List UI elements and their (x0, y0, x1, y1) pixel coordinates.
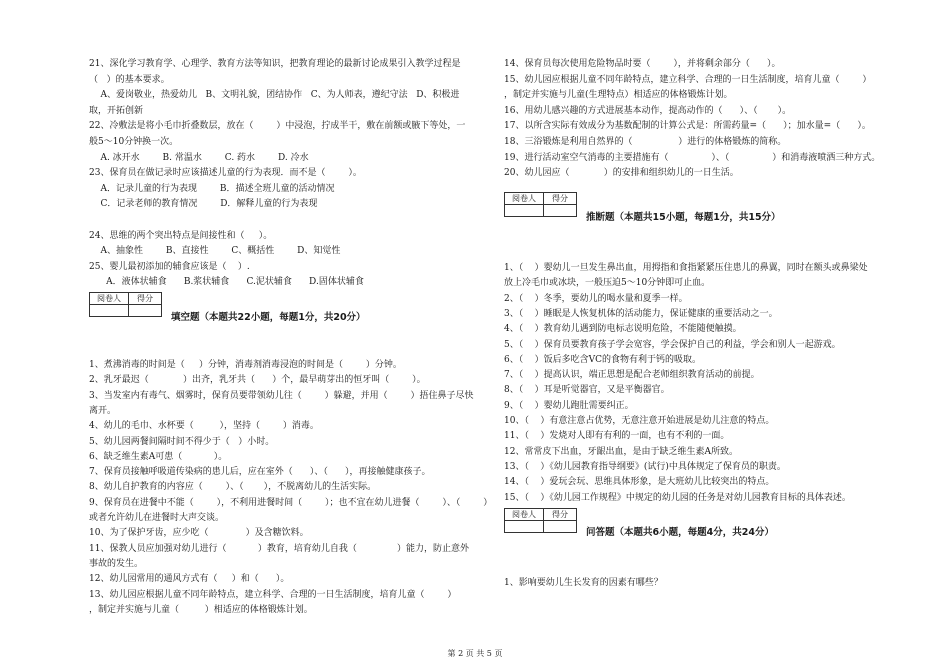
text-line: 17、以所含实际有效成分为基数配制的计算公式是：所需药量=（ ）；加水量=（ ）。 (504, 121, 871, 132)
score-box-judge (504, 192, 577, 217)
qa-section-title: 问答题（本题共6小题，每题4分，共24分） (586, 527, 774, 538)
text-line: 19、进行活动室空气消毒的主要措施有（ ）、（ ）和消毒液喷洒三种方式。 (504, 152, 881, 163)
text-line: 7、（ ）提高认识，端正思想是配合老师组织教育活动的前提。 (504, 370, 760, 381)
text-line: 离开。 (89, 405, 117, 416)
text-line: 1、（ ）婴幼儿一旦发生鼻出血，用拇指和食指紧紧压住患儿的鼻翼，同时在额头或鼻梁处 (504, 263, 868, 273)
text-line: 3、当发室内有毒气、烟雾时，保育员要带领幼儿往（ ）躲避，并用（ ）捂住鼻子尽快 (89, 390, 474, 401)
text-line: A．液体状辅食 B.浆状辅食 C.泥状辅食 D.固体状辅食 (89, 277, 364, 288)
text-line: 6、（ ）饭后多吃含VC的食物有利于钙的吸取。 (504, 354, 702, 365)
text-line: 4、（ ）教育幼儿遇到防电标志说明危险，不能随便触摸。 (504, 324, 742, 335)
text-line: A、爱岗敬业，热爱幼儿 B、文明礼貌，团结协作 C、为人师表，遵纪守法 D、积极进 (89, 90, 460, 101)
text-line: 2、（ ）冬季，要幼儿的喝水量和夏季一样。 (504, 293, 688, 304)
text-line: 12、常常皮下出血，牙龈出血，是由于缺乏维生素A所致。 (504, 446, 738, 457)
text-line: 15、幼儿园应根据儿童不同年龄特点，建立科学、合理的一日生活制度，培育儿童（ ） (504, 74, 872, 85)
text-line: 15、（ ）《幼儿园工作规程》中规定的幼儿园的任务是对幼儿园教育目标的具体表述。 (504, 492, 851, 503)
text-line: 12、幼儿园常用的通风方式有（ ）和（ ）。 (89, 574, 290, 585)
text-line: 13、幼儿园应根据儿童不同年龄特点，建立科学、合理的一日生活制度，培育儿童（ ） (89, 589, 457, 600)
text-line: 取，开拓创新 (89, 105, 144, 116)
text-line: 10、（ ）有意注意占优势，无意注意开始进展是幼儿注意的特点。 (504, 416, 775, 426)
score-label: 得分 (129, 293, 162, 305)
text-line: A．记录儿童的行为表现 B．描述全班儿童的活动情况 (89, 183, 335, 194)
fill-section-title: 填空题（本题共22小题，每题1分，共20分） (171, 312, 366, 323)
text-line: C．记录老师的教育情况 D．解释儿童的行为表现 (89, 199, 318, 210)
text-line: 7、保育员接触呼吸道传染病的患儿后，应在室外（ ）、（ ），再接触健康孩子。 (89, 467, 431, 478)
score-label: 得分 (544, 509, 577, 521)
text-line: 3、（ ）睡眠是人恢复机体的活动能力，保证健康的重要活动之一。 (504, 308, 778, 319)
text-line: 9、（ ）婴幼儿跑肚需要纠正。 (504, 400, 634, 411)
text-line: 或者允许幼儿在进餐时大声交谈。 (89, 513, 225, 523)
reviewer-label: 阅卷人 (90, 293, 129, 305)
text-line: ，制定并实施与儿童(生理特点）相适应的体格锻炼计划。 (504, 90, 733, 101)
text-line: 1、影响要幼儿生长发育的因素有哪些？ (504, 578, 663, 588)
text-line: 放上冷毛巾或冰块，一般压迫5～10分钟即可止血。 (504, 278, 711, 289)
text-line: 16、用幼儿感兴趣的方式进展基本动作，提高动作的（ ）、（ ）。 (504, 105, 792, 116)
reviewer-label: 阅卷人 (505, 509, 544, 521)
text-line: 8、（ ）耳是听觉器官，又是平衡器官。 (504, 385, 670, 396)
text-line: 5、幼儿园两餐间隔时间不得少于（ ）小时。 (89, 436, 275, 447)
text-line: 23、保育员在做记录时应该描述儿童的行为表现．而不是（ ）。 (89, 168, 362, 179)
text-line: 18、三浴锻炼是利用自然界的（ ）进行的体格锻炼的简称。 (504, 137, 787, 147)
text-line: 11、保教人员应加强对幼儿进行（ ）教育，培育幼儿自我（ ）能力，防止意外 (89, 543, 469, 554)
reviewer-cell (505, 205, 544, 217)
text-line: 1、煮沸消毒的时间是（ ）分钟，消毒剂消毒浸泡的时间是（ ）分钟。 (89, 360, 402, 370)
score-label: 得分 (544, 193, 577, 205)
text-line: 24、思维的两个突出特点是间接性和（ ）。 (89, 230, 273, 241)
text-line: 11、（ ）发烧对人即有有利的一面，也有不利的一面。 (504, 431, 730, 442)
text-line: 10、为了保护牙齿，应少吃（ ）及含糖饮料。 (89, 528, 309, 539)
text-line: 事故的发生。 (89, 558, 144, 569)
score-box-fill (89, 292, 162, 317)
reviewer-cell (90, 305, 129, 317)
text-line: 20、幼儿园应（ ）的安排和组织幼儿的一日生活。 (504, 168, 739, 179)
text-line: 22、冷敷法是将小毛巾折叠数层，放在（ ）中浸泡，拧成半干，敷在前额或腋下等处，一 (89, 121, 466, 132)
score-cell (544, 521, 577, 533)
judge-section-title: 推断题（本题共15小题，每题1分，共15分） (586, 212, 781, 223)
text-line: 5、（ ）保育员要教育孩子学会宽容，学会保护自己的利益，学会和别人一起游戏。 (504, 339, 841, 350)
text-line: A. 冰开水 B. 常温水 C. 药水 D. 冷水 (89, 152, 309, 163)
text-line: 13、（ ）《幼儿园教育指导纲要》(试行)中具体规定了保育员的职责。 (504, 461, 786, 472)
reviewer-cell (505, 521, 544, 533)
text-line: 4、幼儿的毛巾、水杯要（ ），坚持（ ）消毒。 (89, 421, 319, 432)
text-line: 6、缺乏维生素A可患（ ）。 (89, 451, 228, 462)
text-line: 般5～10分钟换一次。 (89, 137, 179, 147)
text-line: ，制定并实施与儿童（ ）相适应的体格锻炼计划。 (89, 604, 313, 615)
text-line: 14、（ ）爱玩会玩、思维具体形象，是大班幼儿比较突出的特点。 (504, 477, 775, 488)
score-cell (544, 205, 577, 217)
text-line: 21、深化学习教育学、心理学、教育方法等知识，把教育理论的最新讨论成果引入教学过程是 (89, 59, 461, 69)
reviewer-label: 阅卷人 (505, 193, 544, 205)
text-line: （ ）的基本要求。 (89, 74, 170, 85)
text-line: 9、保育员在进餐中不能（ ），不利用进餐时间（ ）；也不宜在幼儿进餐（ ）、（ ） (89, 497, 493, 508)
score-box-qa (504, 508, 577, 533)
text-line: 8、幼儿自护教育的内容应（ ）、（ ），不脱离幼儿的生活实际。 (89, 482, 377, 493)
text-line: A、抽象性 B、直接性 C、概括性 D、知觉性 (89, 246, 341, 257)
score-cell (129, 305, 162, 317)
text-line: 25、婴儿最初添加的辅食应该是（ ）. (89, 261, 250, 272)
text-line: 2、乳牙最迟（ ）出齐，乳牙共（ ）个，最早萌芽出的恒牙叫（ ）。 (89, 375, 426, 386)
page-footer: 第 2 页 共 5 页 (447, 649, 503, 658)
text-line: 14、保育员每次使用危险物品时要（ ），并将剩余部分（ ）。 (504, 59, 781, 69)
